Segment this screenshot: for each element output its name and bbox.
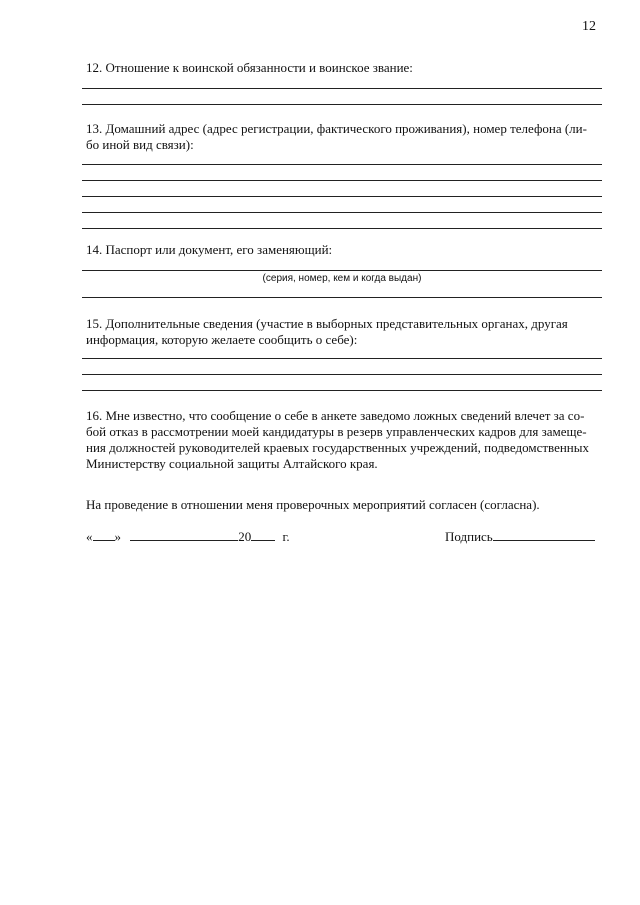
year-suffix: г. xyxy=(282,529,290,544)
home-address-label xyxy=(86,121,598,153)
additional-info-label xyxy=(86,316,598,348)
passport-line-2[interactable] xyxy=(82,297,602,298)
false-info-statement-line-3: ния должностей руководителей краевых государственных учреждений, подведомственных xyxy=(86,440,589,455)
date-field xyxy=(86,528,290,545)
date-quote-open: « xyxy=(86,529,93,544)
additional-info-line-2[interactable] xyxy=(82,374,602,375)
additional-info-label-line-1: 15. Дополнительные сведения (участие в выборных представительных органах, другая xyxy=(86,316,568,331)
false-info-statement-line-1: 16. Мне известно, что сообщение о себе в анкете заведомо ложных сведений влечет за со- xyxy=(86,408,585,423)
additional-info-line-1[interactable] xyxy=(82,358,602,359)
additional-info-line-3[interactable] xyxy=(82,390,602,391)
military-duty-line-1[interactable] xyxy=(82,88,602,89)
additional-info-label-line-2: информация, которую желаете сообщить о себе): xyxy=(86,332,358,347)
false-info-statement-line-2: бой отказ в рассмотрении моей кандидатуры в резерв управленческих кадров для замеще- xyxy=(86,424,587,439)
passport-label: 14. Паспорт или документ, его заменяющий: xyxy=(86,242,333,257)
signature-label: Подпись xyxy=(445,529,493,544)
home-address-label-line-1: 13. Домашний адрес (адрес регистрации, фактического проживания), номер телефона (ли- xyxy=(86,121,587,136)
day-blank[interactable] xyxy=(93,528,115,541)
military-duty-line-2[interactable] xyxy=(82,104,602,105)
year-blank[interactable] xyxy=(251,528,275,541)
home-address-line-3[interactable] xyxy=(82,196,602,197)
home-address-line-1[interactable] xyxy=(82,164,602,165)
passport-line-1[interactable] xyxy=(82,270,602,271)
passport-caption: (серия, номер, кем и когда выдан) xyxy=(262,273,422,284)
home-address-label-line-2: бо иной вид связи): xyxy=(86,137,194,152)
signature-blank[interactable] xyxy=(493,528,595,541)
home-address-line-2[interactable] xyxy=(82,180,602,181)
home-address-line-5[interactable] xyxy=(82,228,602,229)
month-blank[interactable] xyxy=(130,528,238,541)
signature-field xyxy=(445,528,595,545)
page-number: 12 xyxy=(582,19,596,34)
false-info-statement xyxy=(86,408,598,472)
date-quote-close: » xyxy=(114,529,121,544)
home-address-line-4[interactable] xyxy=(82,212,602,213)
false-info-statement-line-4: Министерству социальной защиты Алтайского края. xyxy=(86,456,378,471)
military-duty-label: 12. Отношение к воинской обязанности и воинское звание: xyxy=(86,60,413,75)
year-prefix: 20 xyxy=(238,529,252,544)
verification-consent: На проведение в отношении меня проверочных мероприятий согласен (согласна). xyxy=(86,497,540,512)
